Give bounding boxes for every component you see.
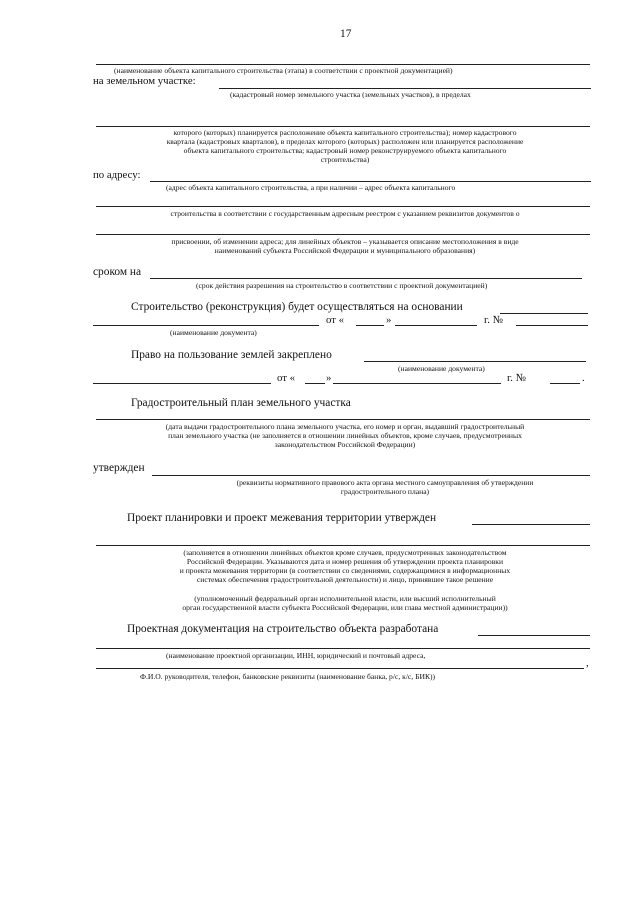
approved-line <box>152 475 590 476</box>
planning-hint-3: и проекта межевания территории (в соответствии со сведениями, содержащимися в информационных <box>179 566 511 575</box>
address-hint-2: строительства в соответствии с государственным адресным реестром с указанием реквизитов документов о <box>170 209 520 218</box>
basis-doc-line <box>93 325 319 326</box>
basis-number-line <box>516 325 588 326</box>
basis-month-line <box>395 325 477 326</box>
design-hint-1: (наименование проектной организации, ИНН, юридический и почтовый адреса, <box>166 651 426 660</box>
design-continuation-line <box>96 668 584 669</box>
planning-hint-5: (уполномоченный федеральный орган исполнительной власти, или высший исполнительный <box>194 594 496 603</box>
design-text: Проектная документация на строительство объекта разработана <box>127 623 439 635</box>
planning-field-line <box>472 524 590 525</box>
design-comma: , <box>586 657 589 669</box>
land-right-date-prefix: от « <box>277 372 296 384</box>
land-right-year-prefix: г. № <box>507 372 526 384</box>
land-right-number-line <box>550 383 580 384</box>
land-right-day-line <box>305 383 325 384</box>
design-hint-2: Ф.И.О. руководителя, телефон, банковские реквизиты (наименование банка, р/с, к/с, БИК)) <box>140 672 436 681</box>
land-right-date-mid: » <box>326 372 332 384</box>
cadastral-hint-5: строительства) <box>320 155 370 164</box>
cadastral-number-line <box>219 88 591 89</box>
planning-hint-1: (заполняется в отношении линейных объектов кроме случаев, предусмотренных законодательством <box>183 548 507 557</box>
term-line <box>150 278 582 279</box>
address-line <box>150 181 591 182</box>
gpzu-hint-3: законодательством Российской Федерации) <box>274 440 416 449</box>
land-right-month-line <box>333 383 501 384</box>
basis-hint: (наименование документа) <box>170 328 257 337</box>
land-right-line <box>364 361 586 362</box>
basis-field-line <box>500 313 588 314</box>
basis-year-prefix: г. № <box>484 314 503 326</box>
basis-date-prefix: от « <box>326 314 345 326</box>
approved-hint-1: (реквизиты нормативного правового акта органа местного самоуправления об утверждении <box>236 478 534 487</box>
address-hint-4: наименований субъекта Российской Федерации и муниципального образования) <box>214 246 476 255</box>
planning-hint-4: системах обеспечения градостроительной деятельности) и лицо, принявшее такое решение <box>196 575 494 584</box>
term-label: сроком на <box>93 266 142 278</box>
object-name-hint: (наименование объекта капитального строительства (этапа) в соответствии с проектной документацией) <box>114 66 453 75</box>
land-plot-label: на земельном участке: <box>93 75 196 87</box>
object-name-line <box>96 64 590 65</box>
address-hint-3: присвоении, об изменении адреса; для линейных объектов – указывается описание местоположения в виде <box>171 237 519 246</box>
address-continuation-line-1 <box>96 206 590 207</box>
land-right-hint: (наименование документа) <box>398 364 485 373</box>
approved-hint-2: градостроительного плана) <box>340 487 430 496</box>
design-field-line <box>478 635 590 636</box>
gpzu-hint-2: план земельного участка (не заполняется в отношении линейных объектов, кроме случаев, предусмотренных <box>168 431 522 440</box>
address-hint-1: (адрес объекта капитального строительства, а при наличии – адрес объекта капитального <box>166 183 456 192</box>
term-hint: (срок действия разрешения на строительство в соответствии с проектной документацией) <box>196 281 488 290</box>
gpzu-line <box>96 419 590 420</box>
gpzu-text: Градостроительный план земельного участка <box>131 397 351 409</box>
cadastral-hint-3: квартала (кадастровых кварталов), в пределах которого (которых) расположен или планируется расположение <box>166 137 524 146</box>
cadastral-continuation-line <box>96 126 590 127</box>
page-number: 17 <box>340 28 352 40</box>
basis-date-mid: » <box>386 314 392 326</box>
planning-line <box>96 545 590 546</box>
planning-hint-6: орган государственной власти субъекта Российской Федерации, или глава местной администрации)) <box>182 603 508 612</box>
cadastral-hint-4: объекта капитального строительства; кадастровый номер реконструируемого объекта капитального <box>183 146 507 155</box>
land-right-text: Право на пользование землей закреплено <box>131 349 332 361</box>
cadastral-hint-2: которого (которых) планируется расположение объекта капитального строительства); номер кадастрового <box>173 128 517 137</box>
planning-text: Проект планировки и проект межевания территории утвержден <box>127 512 437 524</box>
design-line <box>96 648 590 649</box>
planning-hint-2: Российской Федерации. Указываются дата и номер решения об утверждении проекта планировки <box>186 557 504 566</box>
address-label: по адресу: <box>93 169 141 181</box>
cadastral-hint-1: (кадастровый номер земельного участка (земельных участков), в пределах <box>230 90 471 99</box>
gpzu-hint-1: (дата выдачи градостроительного плана земельного участка, его номер и орган, выдавший градостроительный <box>165 422 525 431</box>
approved-label: утвержден <box>93 462 145 474</box>
land-right-doc-line <box>93 383 271 384</box>
address-continuation-line-2 <box>96 234 590 235</box>
basis-text: Строительство (реконструкция) будет осуществляться на основании <box>131 301 463 313</box>
land-right-period: . <box>582 372 585 384</box>
basis-day-line <box>356 325 384 326</box>
